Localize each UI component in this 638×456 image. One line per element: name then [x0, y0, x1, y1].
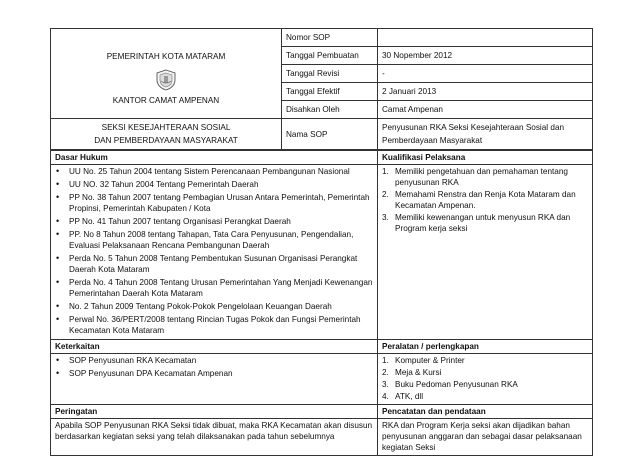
keterkaitan-cell: [51, 354, 378, 405]
peringatan-text: Apabila SOP Penyusunan RKA Seksi tidak dibuat, maka RKA Kecamatan akan disusun berdasarkan kegiatan seksi yang telah dilaksanakan pada tahun sebelumnya: [51, 419, 378, 456]
header-value: 30 Nopember 2012: [378, 47, 593, 65]
pencatatan-text: RKA dan Program Kerja seksi akan dijadikan bahan penyusunan anggaran dan sebagai dasar pelaksanaan kegiatan Seksi: [378, 419, 593, 456]
sop-name-line2: Pemberdayaan Masyarakat: [382, 136, 483, 145]
organization-cell: [51, 29, 282, 119]
city-emblem-icon: [155, 69, 177, 91]
list-item: • UU NO. 32 Tahun 2004 Tentang Pemerintah Daerah: [55, 179, 373, 190]
sop-name-line1: Penyusunan RKA Seksi Kesejahteraan Sosial dan: [382, 123, 565, 132]
peringatan-title: Peringatan: [51, 405, 378, 419]
header-label: Nama SOP: [282, 119, 378, 150]
header-label: Nomor SOP: [282, 29, 378, 47]
list-item: • No. 2 Tahun 2009 Tentang Pokok-Pokok Pengelolaan Keuangan Daerah: [55, 301, 373, 312]
sop-body-table: [50, 150, 593, 456]
peralatan-title: Peralatan / perlengkapan: [378, 340, 593, 354]
list-item: 2. Memahami Renstra dan Renja Kota Mataram dan Kecamatan Ampenan.: [382, 190, 576, 210]
list-item: • Perda No. 4 Tahun 2008 Tentang Urusan Pemerintahan Yang Menjadi Kewenangan Pemerintahan Daerah Kota Mataram: [55, 277, 373, 299]
kualifikasi-title: Kualifikasi Pelaksana: [378, 151, 593, 165]
header-value: Camat Ampenan: [378, 101, 593, 119]
kualifikasi-cell: [378, 165, 593, 340]
section-name-line1: SEKSI KESEJAHTERAAN SOSIAL: [101, 123, 231, 132]
pencatatan-title: Pencatatan dan pendataan: [378, 405, 593, 419]
office-name: KANTOR CAMAT AMPENAN: [112, 96, 220, 105]
list-item: • Perwal No. 36/PERT/2008 tentang Rincian Tugas Pokok dan Fungsi Pemerintah Kecamatan Kota Mataram: [55, 314, 373, 336]
section-name-line2: DAN PEMBERDAYAAN MASYARAKAT: [94, 136, 238, 145]
keterkaitan-title: Keterkaitan: [51, 340, 378, 354]
list-item: • UU No. 25 Tahun 2004 tentang Sistem Perencanaan Pembangunan Nasional: [55, 166, 373, 177]
kualifikasi-list: [382, 166, 588, 234]
header-label: Tanggal Efektif: [282, 83, 378, 101]
dasar-hukum-list: [55, 166, 373, 336]
list-item: 3. Memiliki kewenangan untuk menyusun RKA dan Program kerja seksi: [382, 213, 571, 233]
header-value: 2 Januari 2013: [378, 83, 593, 101]
list-item: • SOP Penyusunan RKA Kecamatan: [55, 355, 373, 366]
list-item: • PP. No 8 Tahun 2008 tentang Tahapan, Tata Cara Penyusunan, Pengendalian, Evaluasi Pelaksanaan Rencana Pembangunan Daerah: [55, 229, 373, 251]
keterkaitan-list: [55, 355, 373, 379]
list-item: 1. Komputer & Printer: [382, 356, 465, 365]
header-label: Disahkan Oleh: [282, 101, 378, 119]
header-label: Tanggal Pembuatan: [282, 47, 378, 65]
list-item: 4. ATK, dll: [382, 392, 424, 401]
list-item: 1. Memiliki pengetahuan dan pemahaman tentang penyusunan RKA: [382, 167, 568, 187]
peralatan-cell: [378, 354, 593, 405]
header-value: -: [378, 65, 593, 83]
list-item: 3. Buku Pedoman Penyusunan RKA: [382, 380, 518, 389]
list-item: • PP No. 41 Tahun 2007 tentang Organisasi Perangkat Daerah: [55, 216, 373, 227]
header-label: Tanggal Revisi: [282, 65, 378, 83]
dasar-hukum-title: Dasar Hukum: [51, 151, 378, 165]
sop-header-table: [50, 28, 593, 150]
org-name: PEMERINTAH KOTA MATARAM: [106, 52, 226, 61]
dasar-hukum-cell: [51, 165, 378, 340]
list-item: • Perda No. 5 Tahun 2008 Tentang Pembentukan Susunan Organisasi Perangkat Daerah Kota Mataram: [55, 253, 373, 275]
list-item: 2. Meja & Kursi: [382, 368, 442, 377]
section-cell: [51, 119, 282, 150]
header-value: [378, 29, 593, 47]
peralatan-list: [382, 355, 588, 402]
sop-name-cell: [378, 119, 593, 150]
list-item: • SOP Penyusunan DPA Kecamatan Ampenan: [55, 368, 373, 379]
list-item: • PP No. 38 Tahun 2007 tentang Pembagian Urusan Antara Pemerintah, Pemerintah Propinsi, Pemerintah Kabupaten / Kota: [55, 192, 373, 214]
